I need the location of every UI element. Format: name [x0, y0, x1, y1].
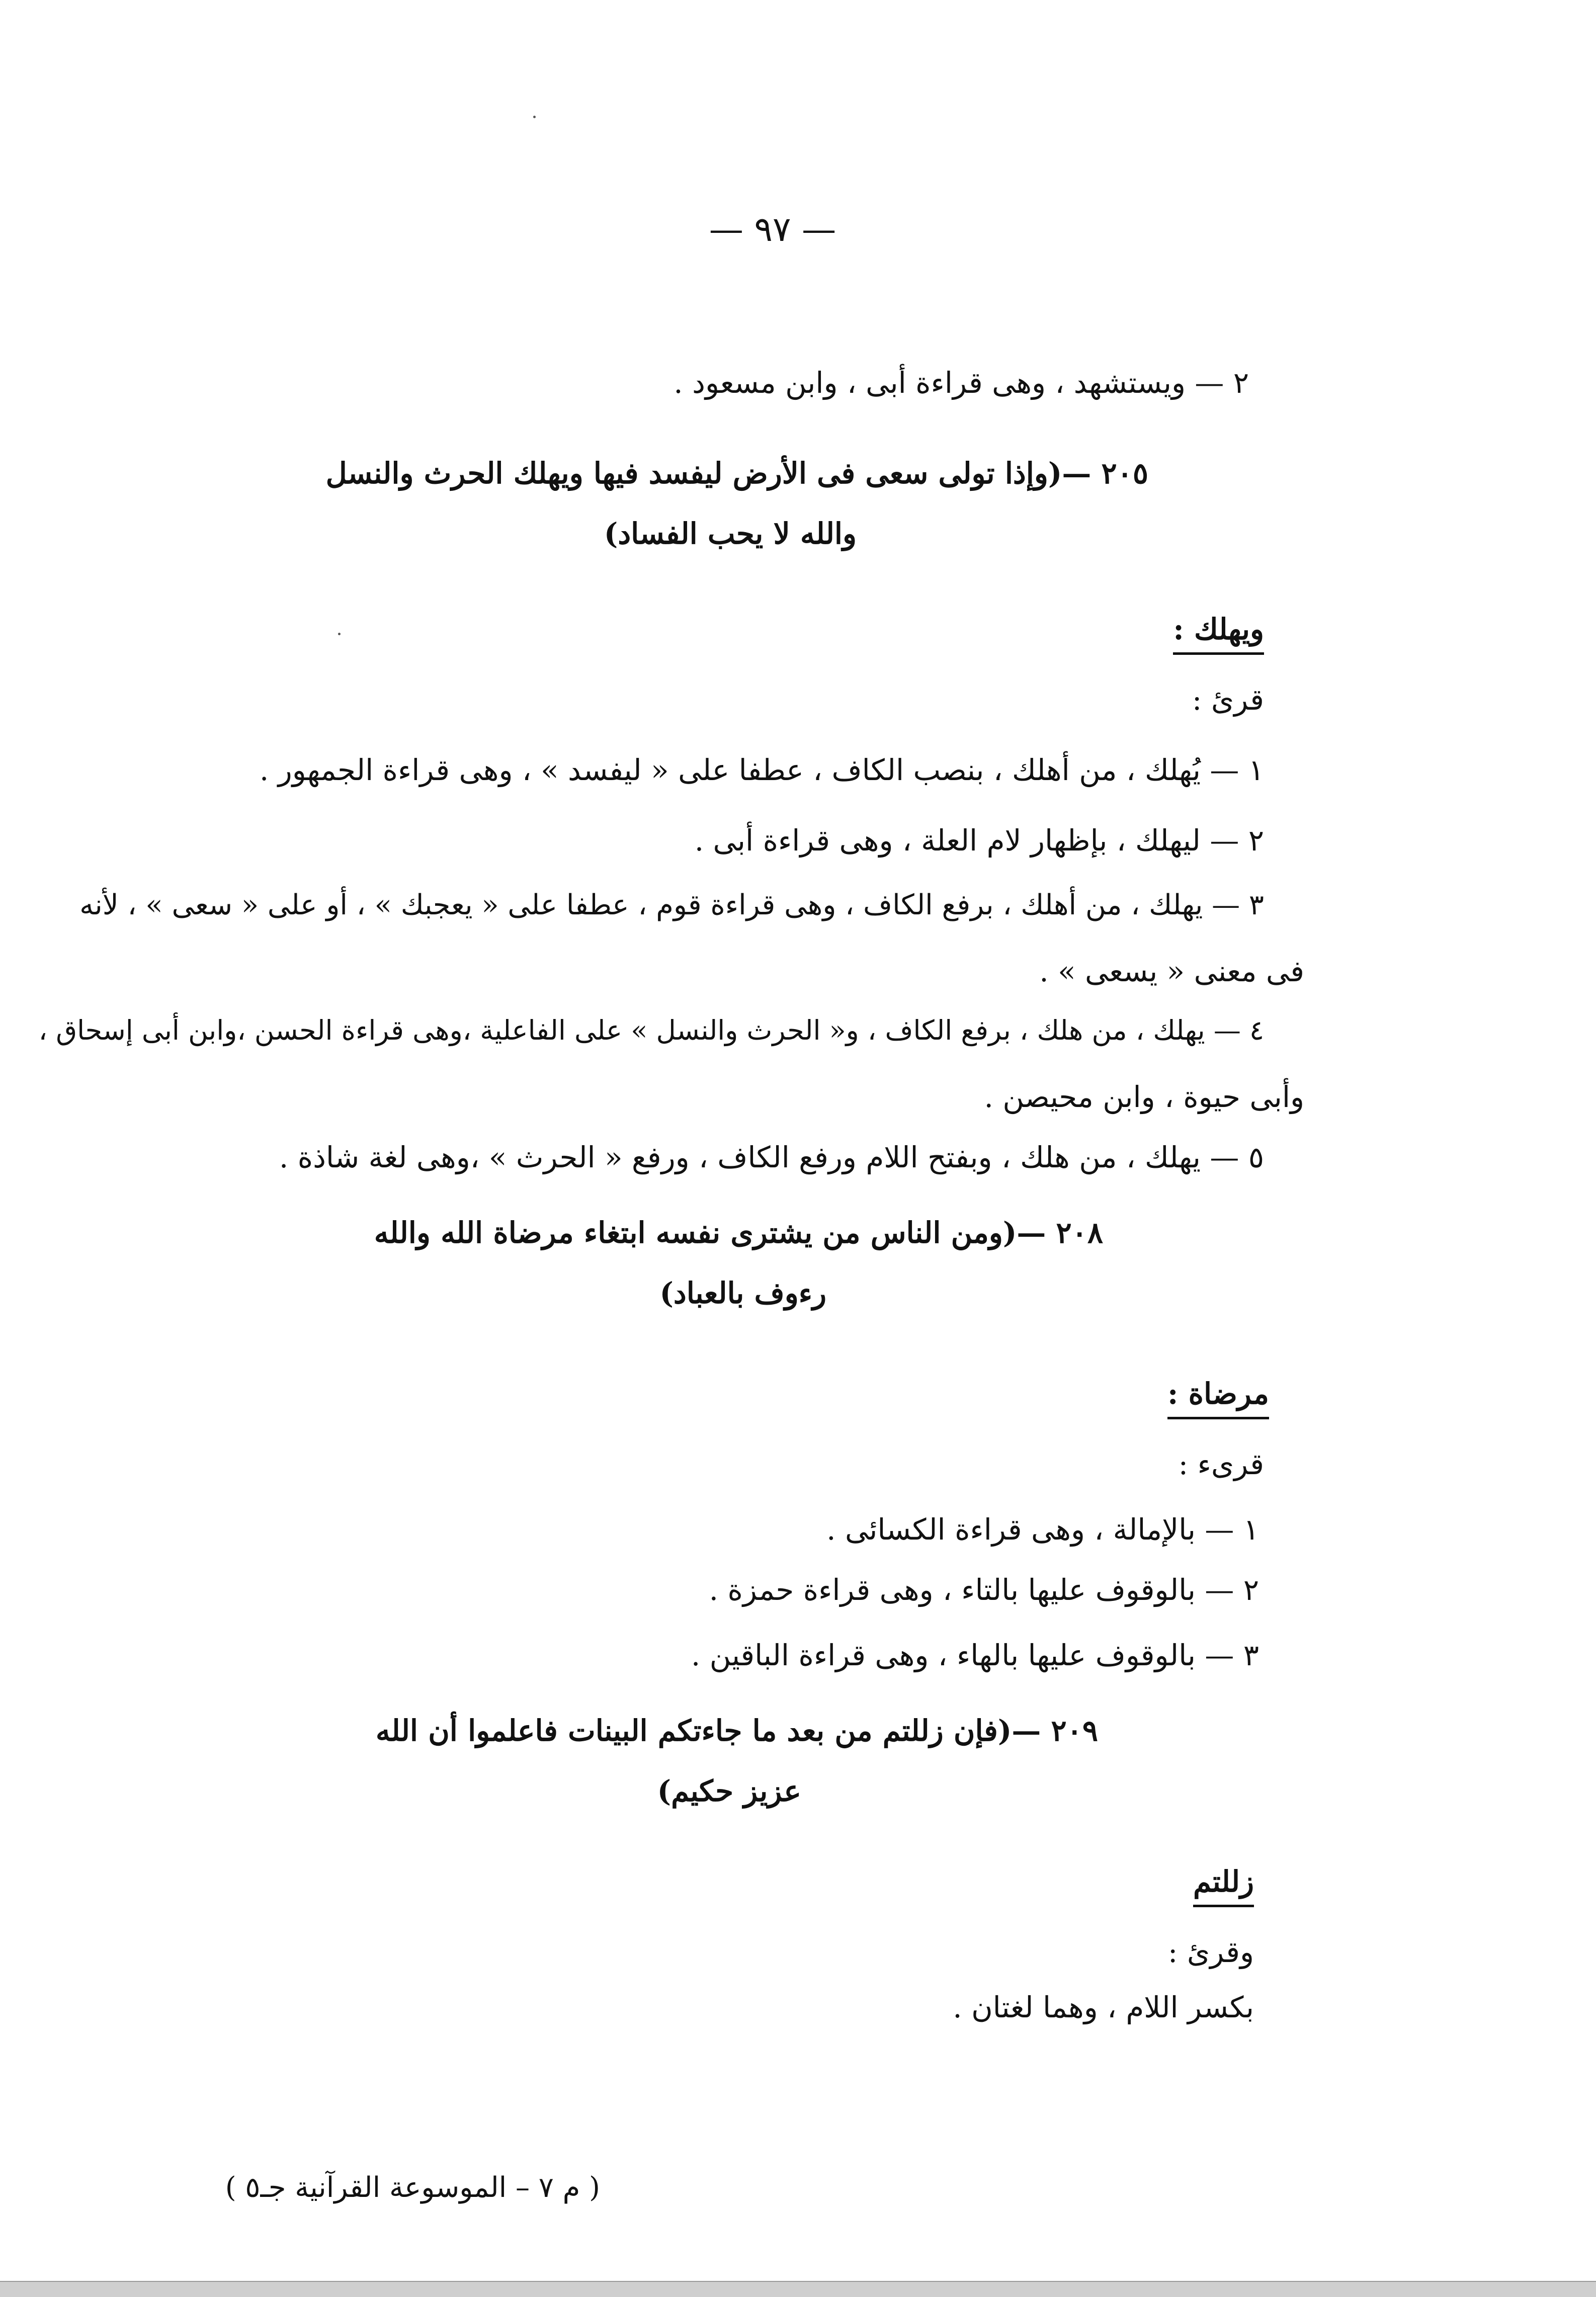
text-line: ٢ — ويستشهد ، وهى قراءة أبى ، وابن مسعود .	[674, 366, 1249, 400]
text-line: قرىء :	[1178, 1447, 1264, 1481]
reading-item: ١ — بالإمالة ، وهى قراءة الكسائى .	[826, 1512, 1259, 1547]
scan-bottom-edge	[0, 2281, 1596, 2297]
section-heading: مرضاة :	[1167, 1377, 1269, 1419]
reading-item: ٢ — ليهلك ، بإظهار لام العلة ، وهى قراءة أبى .	[694, 823, 1264, 858]
scan-speck	[533, 116, 536, 118]
reading-item: ٣ — بالوقوف عليها بالهاء ، وهى قراءة الباقين .	[691, 1638, 1259, 1672]
text-line: قرئ :	[1192, 683, 1264, 717]
verse-line: ٢٠٥ —(وإذا تولى سعى فى الأرض ليفسد فيها ويهلك الحرث والنسل	[325, 456, 1148, 490]
section-heading: ويهلك :	[1173, 613, 1264, 655]
page-footer: ( م ٧ – الموسوعة القرآنية جـ٥ )	[225, 2171, 600, 2204]
verse-line: ٢٠٨ —(ومن الناس من يشترى نفسه ابتغاء مرضاة الله والله	[374, 1216, 1103, 1250]
text-line: بكسر اللام ، وهما لغتان .	[953, 1990, 1254, 2024]
verse-line: والله لا يحب الفساد)	[604, 517, 857, 551]
page-number: — ٩٧ —	[709, 210, 836, 249]
verse-line: رءوف بالعباد)	[659, 1276, 826, 1310]
text-line: وأبى حيوة ، وابن محيصن .	[984, 1080, 1304, 1114]
reading-item: ٤ — يهلك ، من هلك ، برفع الكاف ، و« الحرث والنسل » على الفاعلية ،وهى قراءة الحسن ،وابن أبى إسحاق ،	[38, 1014, 1264, 1046]
scan-speck	[338, 633, 341, 635]
verse-line: عزيز حكيم)	[657, 1774, 801, 1808]
section-heading: زللتم	[1193, 1865, 1254, 1907]
reading-item: ٥ — يهلك ، من هلك ، وبفتح اللام ورفع الكاف ، ورفع « الحرث » ،وهى لغة شاذة .	[279, 1140, 1264, 1174]
text-line: وقرئ :	[1167, 1935, 1254, 1969]
reading-item: ١ — يُهلك ، من أهلك ، بنصب الكاف ، عطفا على « ليفسد » ، وهى قراءة الجمهور .	[259, 753, 1264, 787]
reading-item: ٢ — بالوقوف عليها بالتاء ، وهى قراءة حمزة .	[709, 1573, 1259, 1607]
reading-item: ٣ — يهلك ، من أهلك ، برفع الكاف ، وهى قراءة قوم ، عطفا على « يعجبك » ، أو على « سعى » ، لأنه	[79, 889, 1264, 921]
text-line: فى معنى « يسعى » .	[1039, 954, 1304, 988]
verse-line: ٢٠٩ —(فإن زللتم من بعد ما جاءتكم البينات فاعلموا أن الله	[375, 1714, 1098, 1748]
